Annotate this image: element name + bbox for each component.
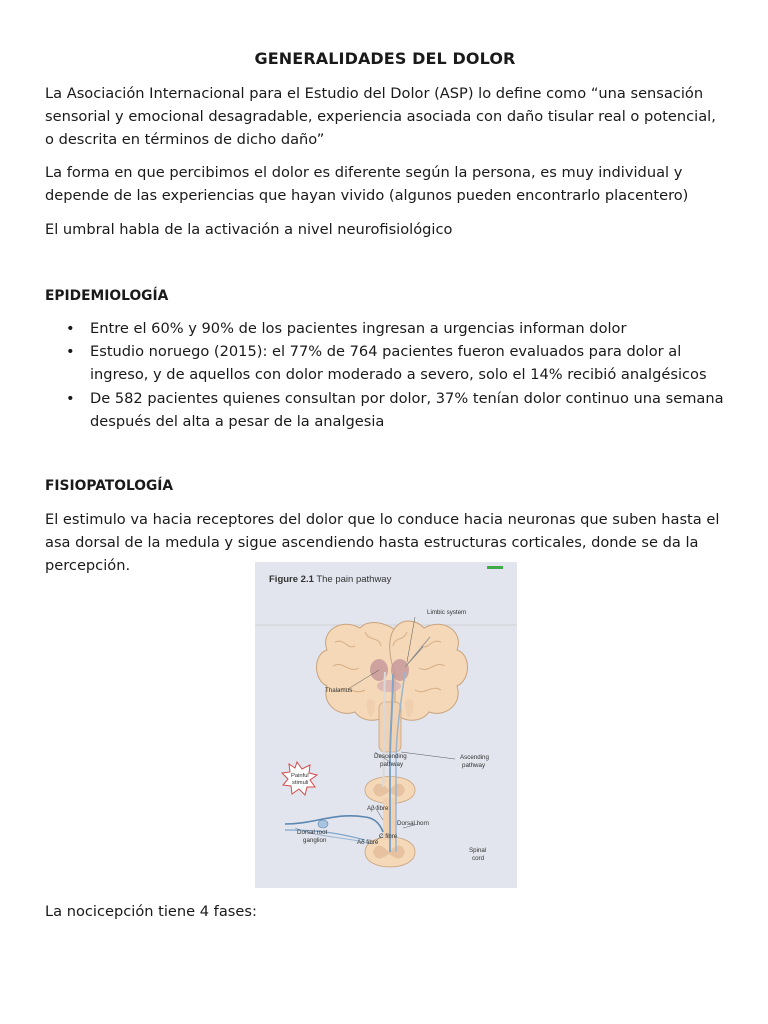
label-dorsal-root-ganglion-1: Dorsal root [297,829,328,836]
label-adelta-fibre: Aδ fibre [357,839,379,846]
label-limbic-system: Limbic system [427,609,467,616]
svg-text:Figure 2.1 The pain pathway [269,574,392,585]
list-item: • De 582 pacientes quienes consultan por dolor, 37% tenían dolor continuo una semana después del alta a pesar de la analgesia [45,387,725,433]
epidemiologia-list [45,317,725,433]
label-descending-pathway-1: Descending [374,753,407,760]
label-spinal-cord-1: Spinal [469,847,487,854]
label-ascending-pathway-2: pathway [462,762,486,769]
section-heading-epidemiologia: EPIDEMIOLOGÍA [45,288,169,304]
list-item: • Entre el 60% y 90% de los pacientes ingresan a urgencias informan dolor [45,317,725,340]
intro-paragraph-perception: La forma en que percibimos el dolor es diferente según la persona, es muy individual y depende de las experiencias que hayan vivido (algunos pueden encontrarlo placentero) [45,164,689,205]
label-dorsal-horn: Dorsal horn [397,820,429,827]
figure-caption-title: The pain pathway [313,574,392,585]
figure-caption-number: Figure 2.1 [269,574,314,585]
pain-pathway-illustration [255,562,517,888]
intro-paragraph-definition: La Asociación Internacional para el Estudio del Dolor (ASP) lo define como “una sensación sensorial y emocional desagradable, experiencia asociada con daño tisular real o potencial, o descrita en términos de dicho daño” [45,85,716,149]
label-painful-stimuli-1: Painful [291,773,309,779]
list-item: • Estudio noruego (2015): el 77% de 764 pacientes fueron evaluados para dolor al ingreso, y de aquellos con dolor moderado a severo, solo el 14% recibió analgésicos [45,340,725,386]
label-spinal-cord-2: cord [472,855,485,862]
document-title: GENERALIDADES DEL DOLOR [254,49,516,68]
label-c-fibre: C fibre [379,833,398,840]
intro-paragraph-threshold: El umbral habla de la activación a nivel neurofisiológico [45,221,453,238]
section-heading-fisiopatologia: FISIOPATOLOGÍA [45,478,174,494]
label-dorsal-root-ganglion-2: ganglion [303,837,327,844]
label-ascending-pathway-1: Ascending [460,754,489,761]
label-painful-stimuli-2: stimuli [292,780,309,786]
label-thalamus: Thalamus [325,687,353,694]
label-abeta-fibre: Aβ fibre [367,805,389,812]
pain-pathway-figure [255,562,517,888]
fisiopatologia-paragraph: El estimulo va hacia receptores del dolor que lo conduce hacia neuronas que suben hasta el asa dorsal de la medula y sigue ascendiendo hasta estructuras corticales, donde se da la percepción. [45,511,720,575]
label-descending-pathway-2: pathway [380,761,404,768]
closing-paragraph: La nocicepción tiene 4 fases: [45,903,257,920]
